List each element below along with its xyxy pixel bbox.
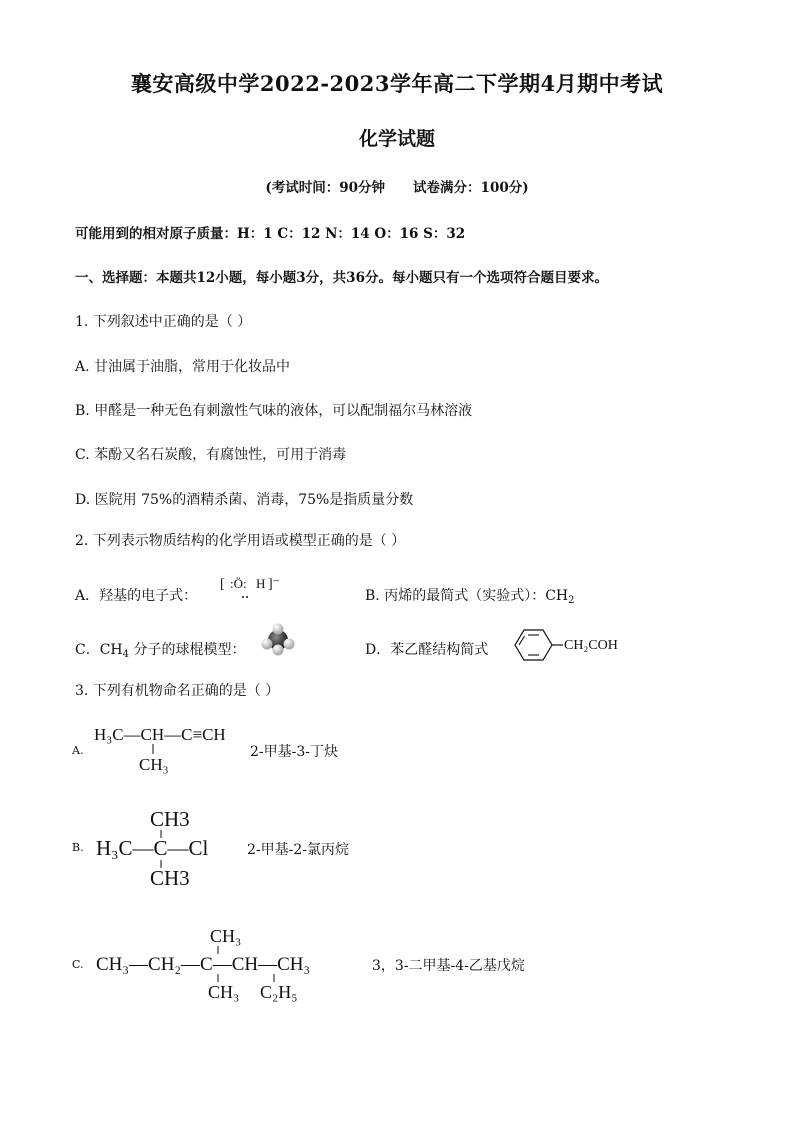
section-title: 一、选择题：本题共12小题，每小题3分，共36分。每小题只有一个选项符合题目要求。 xyxy=(75,270,608,286)
exam-score: 试卷满分：100分) xyxy=(413,180,529,196)
q3-option-c-name: 3，3-二甲基-4-乙基戊烷 xyxy=(372,958,525,974)
phenylacetaldehyde-structure xyxy=(510,626,640,664)
atomic-masses: 可能用到的相对原子质量：H：1 C：12 N：14 O：16 S：32 xyxy=(75,226,466,242)
exam-title: 襄安高级中学2022-2023学年高二下学期4月期中考试 xyxy=(130,71,664,96)
q1-option-b: B. 甲醛是一种无色有刺激性气味的液体，可以配制福尔马林溶液 xyxy=(75,403,473,419)
hydrogen-symbol: H xyxy=(256,576,266,591)
q3-a-main-chain: H₃C—CH—C≡CH xyxy=(94,725,226,744)
q3-option-b-structure xyxy=(94,800,224,892)
hydroxyl-electron-formula xyxy=(218,570,288,600)
exam-meta xyxy=(0,176,794,196)
q3-stem: 3. 下列有机物命名正确的是（ ） xyxy=(75,683,280,699)
bracket-left: [ xyxy=(220,577,225,592)
q3-option-b-label: B. xyxy=(72,841,84,854)
q3-option-c-structure xyxy=(94,920,364,1004)
q3-c-main: CH₃—CH₂—C—CH—CH₃ xyxy=(96,954,311,975)
q2-option-b: B. 丙烯的最简式（实验式）：$CH_2$ xyxy=(365,588,575,606)
q3-option-a-structure xyxy=(92,722,242,778)
ch2coh-group: CH₂COH xyxy=(564,638,618,653)
q3-option-a-name: 2-甲基-3-丁炔 xyxy=(250,744,339,760)
ch4-ball-stick-model xyxy=(258,622,298,656)
q3-c-bottom-left: CH₃ xyxy=(208,982,240,1002)
q3-a-branch: CH₃ xyxy=(139,755,169,774)
q2-option-d: D．苯乙醛结构简式 xyxy=(365,642,489,658)
q3-c-top: CH₃ xyxy=(210,926,242,946)
q3-b-main: H₃C—C—Cl xyxy=(96,836,209,860)
q1-option-d: D. 医院用 75%的酒精杀菌、消毒，75%是指质量分数 xyxy=(75,492,414,508)
q3-b-top: CH3 xyxy=(150,807,190,831)
q1-option-c: C. 苯酚又名石炭酸，有腐蚀性，可用于消毒 xyxy=(75,447,347,463)
bracket-right: ]⁻ xyxy=(268,577,281,592)
oxygen-symbol: :Ö: xyxy=(230,576,247,591)
q3-option-b-name: 2-甲基-2-氯丙烷 xyxy=(247,842,350,858)
subject-title: 化学试题 xyxy=(358,128,435,150)
q3-option-c-label: C. xyxy=(72,958,84,971)
q3-b-bottom: CH3 xyxy=(150,866,190,890)
exam-time: (考试时间：90分钟 xyxy=(265,180,386,196)
q3-option-a-label: A. xyxy=(72,744,84,757)
q2-option-c: C．$CH_4$ 分子的球棍模型： xyxy=(75,642,246,660)
q3-c-bottom-right: C₂H₅ xyxy=(260,982,298,1002)
q1-stem: 1. 下列叙述中正确的是（ ） xyxy=(75,314,252,330)
q1-option-a: A. 甘油属于油脂，常用于化妆品中 xyxy=(75,359,291,375)
q2-stem: 2. 下列表示物质结构的化学用语或模型正确的是（ ） xyxy=(75,533,406,549)
q2-option-a: A．羟基的电子式： xyxy=(75,588,198,604)
